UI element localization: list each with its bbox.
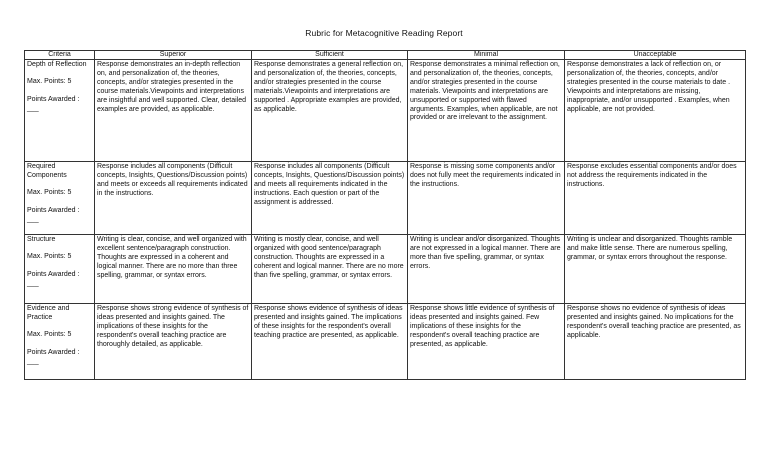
sufficient-cell: Response shows evidence of synthesis of ideas presented and insights gained. The implications of these insights for the respondent's overall teaching practice are presented, as applicable. (252, 304, 408, 380)
points-awarded: Points Awarded : ___ (27, 348, 80, 365)
rubric-table (24, 50, 746, 380)
minimal-cell: Response demonstrates a minimal reflection on, and personalization of, the theories, concepts, and/or strategies presented in the course materials. Viewpoints and interpretations are unsupported or supported with flawed arguments. Examples, when applicable, are not provided or are irrelevant to the assignment. (408, 60, 565, 162)
criteria-name: Evidence and Practice (27, 305, 70, 321)
header-row (25, 51, 746, 60)
header-criteria: Criteria (25, 51, 95, 60)
header-minimal: Minimal (408, 51, 565, 60)
criteria-cell (25, 162, 95, 235)
minimal-cell: Response shows little evidence of synthesis of ideas presented and insights gained. Few implications of these insights for the respondent's overall teaching practice are presented, as applicable. (408, 304, 565, 380)
criteria-cell (25, 235, 95, 304)
unacceptable-cell: Response demonstrates a lack of reflection on, or personalization of, the theories, concepts, and/or strategies presented in the course materials to date . Viewpoints and interpretations are missing, inappropriate, and/or unsupported . Examples, when applicable, are not provided. (565, 60, 746, 162)
sufficient-cell: Response includes all components (Difficult concepts, Insights, Questions/Discussion points) and meets all requirements indicated in the instructions. Each question or part of the assignment is addressed. (252, 162, 408, 235)
table-row (25, 235, 746, 304)
unacceptable-cell: Response excludes essential components and/or does not address the requirements indicated in the instructions. (565, 162, 746, 235)
superior-cell: Response demonstrates an in-depth reflection on, and personalization of, the theories, concepts, and/or strategies presented in the course materials.Viewpoints and interpretations are insightful and well supported. Clear, detailed examples are provided, as applicable. (95, 60, 252, 162)
header-sufficient: Sufficient (252, 51, 408, 60)
max-points: Max. Points: 5 (27, 189, 72, 197)
table-row (25, 60, 746, 162)
criteria-name: Required Components (27, 163, 67, 179)
sufficient-cell: Response demonstrates a general reflection on, and personalization of, the theories, concepts, and/or strategies presented in the course materials.Viewpoints and interpretations are supported . Appropriate examples are provided, as applicable. (252, 60, 408, 162)
minimal-cell: Response is missing some components and/or does not fully meet the requirements indicated in the instructions. (408, 162, 565, 235)
superior-cell: Writing is clear, concise, and well organized with excellent sentence/paragraph construction. Thoughts are expressed in a coherent and logical manner. There are no more than three spelling, grammar, or syntax errors. (95, 235, 252, 304)
header-unacceptable: Unacceptable (565, 51, 746, 60)
header-superior: Superior (95, 51, 252, 60)
points-awarded: Points Awarded : ___ (27, 95, 80, 112)
points-awarded: Points Awarded : ___ (27, 270, 80, 287)
unacceptable-cell: Response shows no evidence of synthesis of ideas presented and insights gained. No implications for the respondent's overall teaching practice are presented, as applicable. (565, 304, 746, 380)
superior-cell: Response shows strong evidence of synthesis of ideas presented and insights gained. The implications of these insights for the respondent's overall teaching practice are thoroughly detailed, as applicable. (95, 304, 252, 380)
points-awarded: Points Awarded : ___ (27, 206, 80, 223)
minimal-cell: Writing is unclear and/or disorganized. Thoughts are not expressed in a logical manner. There are more than five spelling, grammar, or syntax errors. (408, 235, 565, 304)
criteria-cell (25, 304, 95, 380)
superior-cell: Response includes all components (Difficult concepts, Insights, Questions/Discussion points) and meets or exceeds all requirements indicated in the instructions. (95, 162, 252, 235)
page-title: Rubric for Metacognitive Reading Report (305, 28, 463, 38)
table-row (25, 304, 746, 380)
criteria-name: Depth of Reflection (27, 61, 87, 68)
max-points: Max. Points: 5 (27, 78, 72, 86)
table-row (25, 162, 746, 235)
max-points: Max. Points: 5 (27, 331, 72, 339)
criteria-name: Structure (27, 236, 56, 243)
sufficient-cell: Writing is mostly clear, concise, and well organized with good sentence/paragraph construction. Thoughts are expressed in a coherent and logical manner. There are no more than five spelling, grammar, or syntax errors. (252, 235, 408, 304)
max-points: Max. Points: 5 (27, 253, 72, 261)
unacceptable-cell: Writing is unclear and disorganized. Thoughts ramble and make little sense. There are numerous spelling, grammar, or syntax errors throughout the response. (565, 235, 746, 304)
criteria-cell (25, 60, 95, 162)
